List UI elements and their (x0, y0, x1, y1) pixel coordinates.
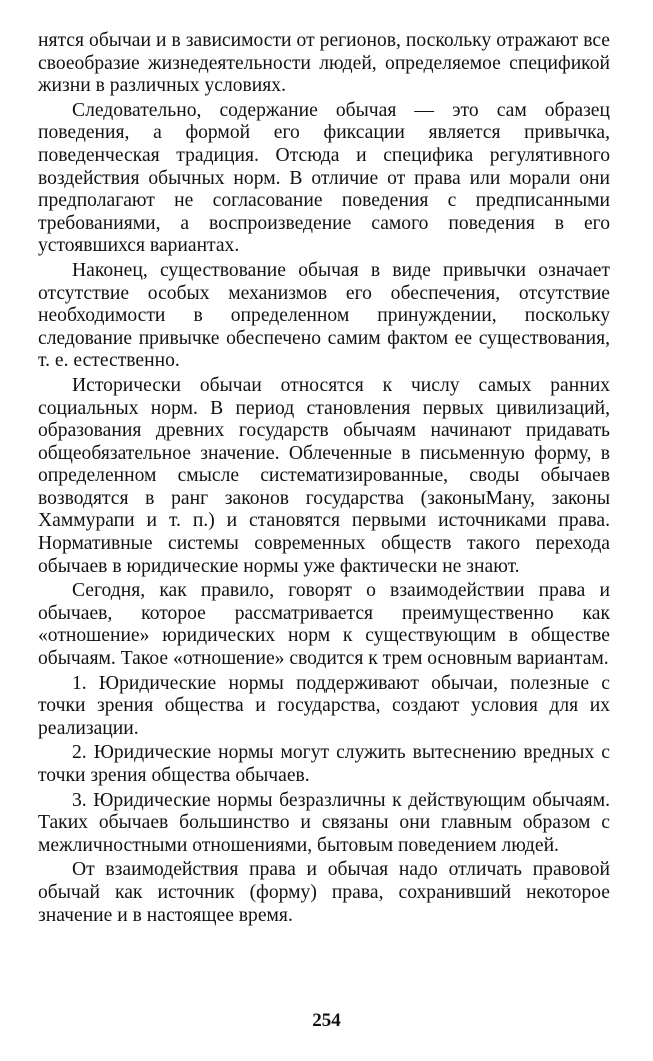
paragraph-continuation: нятся обычаи и в зависимости от регионов, поскольку отражают все своеобразие жизнедеятельности людей, определяемое спецификой жизни в различных условиях. (38, 30, 610, 97)
paragraph-interaction: Сегодня, как правило, говорят о взаимодействии права и обычаев, которое рассматривается преимущественно как «отношение» юридических норм к существующим в обществе обычаям. Такое «отношение» сводится к трем основным вариантам. (38, 580, 610, 670)
paragraph-custom-content: Следовательно, содержание обычая — это сам образец поведения, а формой его фиксации является привычка, поведенческая традиция. Отсюда и специфика регулятивного воздействия обычных норм. В отличие от права или морали они предполагают не согласование поведения с предписанными требованиями, а воспроизведение самого поведения в его устоявшихся вариантах. (38, 99, 610, 257)
paragraph-variant-2: 2. Юридические нормы могут служить вытеснению вредных с точки зрения общества обычаев. (38, 742, 610, 786)
paragraph-variant-1: 1. Юридические нормы поддерживают обычаи, полезные с точки зрения общества и государства, создают условия для их реализации. (38, 672, 610, 739)
paragraph-history: Исторически обычаи относятся к числу самых ранних социальных норм. В период становления первых цивилизаций, образования древних государств обычаям начинают придавать общеобязательное значение. Облеченные в письменную форму, в определенном смысле систематизированные, своды обычаев возводятся в ранг законов государства (законыМану, законы Хаммурапи и т. п.) и становятся первыми источниками права. Нормативные системы современных обществ такого перехода обычаев в юридические нормы уже фактически не знают. (38, 374, 610, 577)
paragraph-variant-3: 3. Юридические нормы безразличны к действующим обычаям. Таких обычаев большинство и связаны они главным образом с межличностными отношениями, бытовым поведением людей. (38, 789, 610, 856)
page-number: 254 (312, 1010, 341, 1031)
page-body (38, 30, 610, 927)
paragraph-legal-custom: От взаимодействия права и обычая надо отличать правовой обычай как источник (форму) права, сохранивший некоторое значение и в настоящее время. (38, 859, 610, 926)
paragraph-habit: Наконец, существование обычая в виде привычки означает отсутствие особых механизмов его обеспечения, отсутствие необходимости в определенном принуждении, поскольку следование привычке обеспечено самим фактом ее существования, т. е. естественно. (38, 259, 610, 372)
